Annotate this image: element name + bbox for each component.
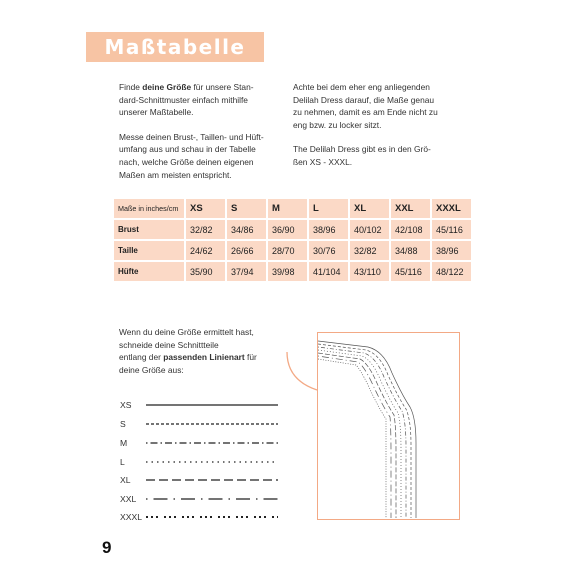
line-style-xs [146,402,278,408]
table-cell: 37/94 [227,262,266,281]
legend-label-xxl: XXL [120,494,137,504]
intro-right-p1-line2: Delilah Dress darauf, die Maße genau [293,94,435,105]
line-style-m [146,440,278,446]
table-cell: 40/102 [350,220,389,239]
line-style-xxl [146,496,278,502]
intro-right-p2-line1: The Delilah Dress gibt es in den Grö- [293,144,431,155]
table-cell: 26/66 [227,241,266,260]
table-cell: 38/96 [309,220,348,239]
intro-left-p2-line2: umfang aus und schau in der Tabelle [119,144,256,155]
size-table-header-row [114,199,471,218]
intro-left-p1-line3: unserer Maßtabelle. [119,107,194,118]
table-cell: 43/110 [350,262,389,281]
page-number: 9 [102,538,112,557]
intro-left-p2-line3: nach, welche Größe deinen eigenen [119,156,254,167]
legend-label-l: L [120,457,125,467]
pattern-detail-figure [317,332,460,520]
intro-left-p2-line4: Maßen am meisten entspricht. [119,169,232,180]
line-style-xl [146,477,278,483]
cut-instructions-line1: Wenn du deine Größe ermittelt hast, [119,327,254,337]
size-header: XXXL [432,199,471,218]
line-style-xxxl [146,514,278,520]
title-banner [86,32,264,62]
table-cell: 48/122 [432,262,471,281]
size-header: XL [350,199,389,218]
table-cell: 24/62 [186,241,225,260]
legend-label-xs: XS [120,400,132,410]
table-cell: 30/76 [309,241,348,260]
size-header: M [268,199,307,218]
cut-instructions [119,326,294,376]
size-table [112,197,473,283]
legend-label-s: S [120,419,126,429]
legend-label-xl: XL [120,475,131,485]
table-cell: 34/86 [227,220,266,239]
line-style-l [146,459,278,465]
size-table-corner: Maße in inches/cm [114,199,184,218]
intro-left-text [119,81,279,181]
intro-right-p2-line2: ßen XS - XXXL. [293,156,353,167]
table-row [114,220,471,239]
intro-left-p1-line1: Finde deine Größe für unsere Stan- [119,82,254,92]
table-cell: 32/82 [350,241,389,260]
row-label-brust: Brust [114,220,184,239]
intro-right-p1-line3: zu nehmen, damit es am Ende nicht zu [293,107,438,118]
pattern-lines-illustration [318,333,458,518]
intro-left-p1-line2: dard-Schnittmuster einfach mithilfe [119,94,248,105]
cut-instructions-line2: schneide deine Schnittteile [119,339,219,350]
page-title: Maßtabelle [104,35,246,59]
intro-right-p1-line1: Achte bei dem eher eng anliegenden [293,82,430,92]
size-header: S [227,199,266,218]
table-cell: 35/90 [186,262,225,281]
table-cell: 32/82 [186,220,225,239]
intro-right-text [293,81,463,169]
row-label-taille: Taille [114,241,184,260]
legend-label-m: M [120,438,128,448]
cut-instructions-line3: entlang der passenden Linienart für [119,352,257,363]
cut-instructions-line4: deine Größe aus: [119,364,184,375]
size-header: L [309,199,348,218]
table-cell: 45/116 [432,220,471,239]
intro-left-bold: deine Größe [142,82,192,92]
table-cell: 41/104 [309,262,348,281]
line-style-s [146,421,278,427]
table-cell: 34/88 [391,241,430,260]
table-cell: 38/96 [432,241,471,260]
cut-instructions-bold: passenden Linienart [163,352,245,363]
intro-right-p1-line4: eng bzw. zu locker sitzt. [293,119,382,130]
table-cell: 39/98 [268,262,307,281]
table-cell: 36/90 [268,220,307,239]
table-cell: 42/108 [391,220,430,239]
row-label-huefte: Hüfte [114,262,184,281]
table-row [114,262,471,281]
table-cell: 28/70 [268,241,307,260]
table-row [114,241,471,260]
table-cell: 45/116 [391,262,430,281]
size-header: XXL [391,199,430,218]
intro-left-p2-line1: Messe deinen Brust-, Taillen- und Hüft- [119,131,264,142]
size-header: XS [186,199,225,218]
legend-label-xxxl: XXXL [120,512,142,522]
